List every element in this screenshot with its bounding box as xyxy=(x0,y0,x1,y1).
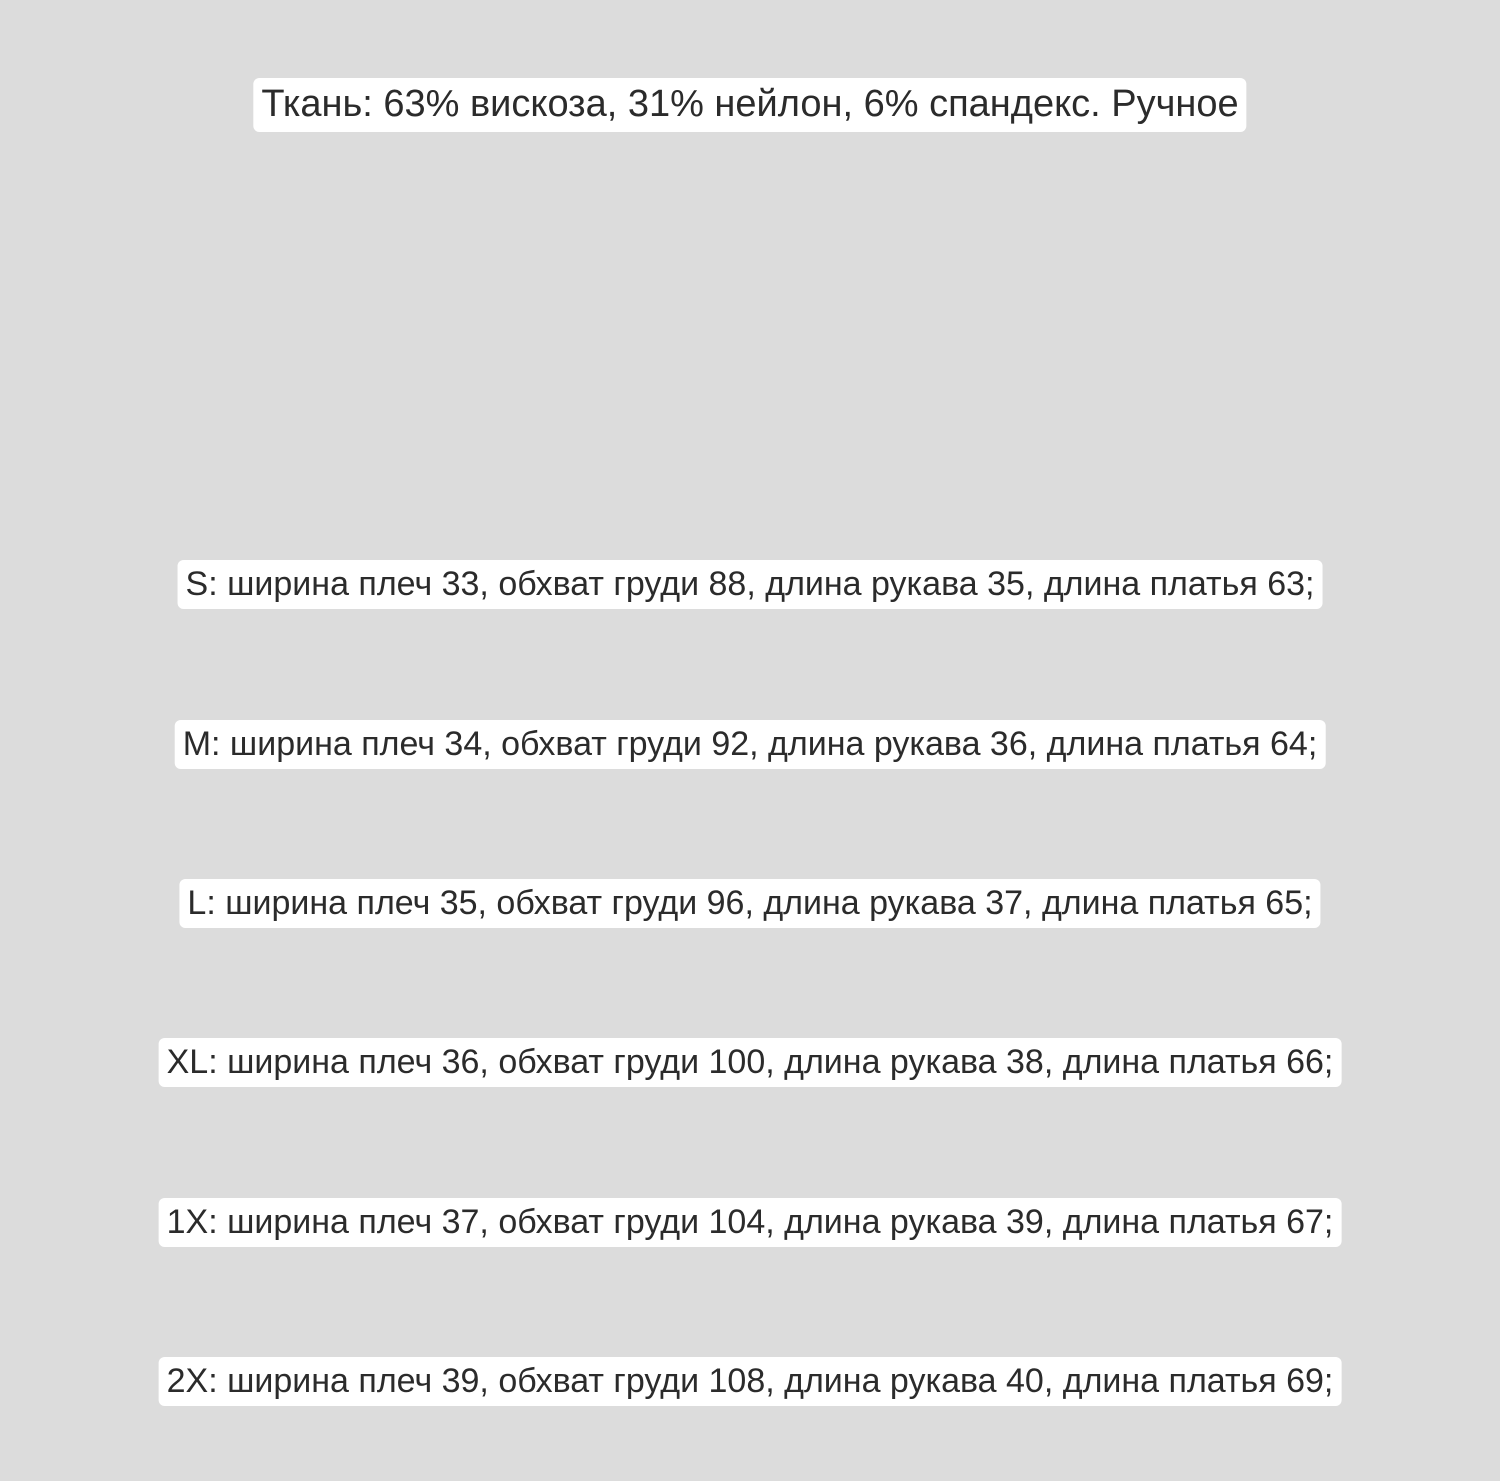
size-row-2x: 2X: ширина плеч 39, обхват груди 108, длина рукава 40, длина платья 69; xyxy=(159,1357,1342,1406)
size-row-xl: XL: ширина плеч 36, обхват груди 100, длина рукава 38, длина платья 66; xyxy=(159,1038,1342,1087)
size-row-s: S: ширина плеч 33, обхват груди 88, длина рукава 35, длина платья 63; xyxy=(178,560,1323,609)
size-row-l: L: ширина плеч 35, обхват груди 96, длина рукава 37, длина платья 65; xyxy=(179,879,1320,928)
size-row-m: M: ширина плеч 34, обхват груди 92, длина рукава 36, длина платья 64; xyxy=(175,720,1326,769)
fabric-composition-label: Ткань: 63% вискоза, 31% нейлон, 6% спандекс. Ручное xyxy=(253,78,1246,132)
size-row-1x: 1X: ширина плеч 37, обхват груди 104, длина рукава 39, длина платья 67; xyxy=(159,1198,1342,1247)
